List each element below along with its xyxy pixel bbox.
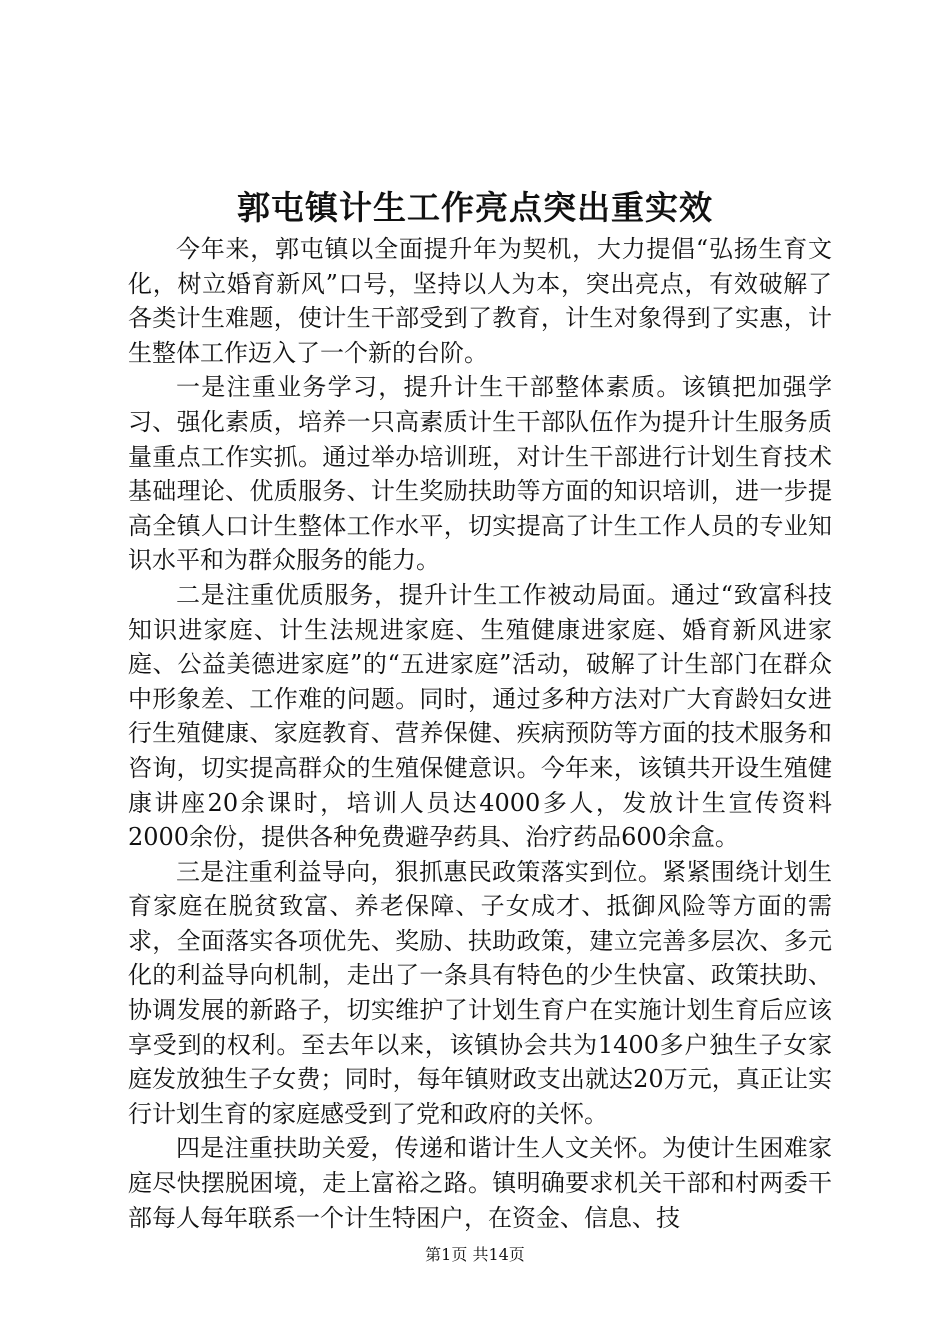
- document-body: [128, 232, 832, 1235]
- page-number-footer: 第1页 共14页: [425, 1245, 525, 1264]
- paragraph-intro: 今年来，郭屯镇以全面提升年为契机，大力提倡“弘扬生育文化，树立婚育新风”口号，坚持以人为本，突出亮点，有效破解了各类计生难题，使计生干部受到了教育，计生对象得到了实惠，计生整体工作迈入了一个新的台阶。: [128, 235, 832, 367]
- paragraph-point-2: 二是注重优质服务，提升计生工作被动局面。通过“致富科技知识进家庭、计生法规进家庭、生殖健康进家庭、婚育新风进家庭、公益美德进家庭”的“五进家庭”活动，破解了计生部门在群众中形象差、工作难的问题。同时，通过多种方法对广大育龄妇女进行生殖健康、家庭教育、营养保健、疾病预防等方面的技术服务和咨询，切实提高群众的生殖保健意识。今年来，该镇共开设生殖健康讲座20余课时，培训人员达4000多人，发放计生宣传资料2000余份，提供各种免费避孕药具、治疗药品600余盒。: [128, 580, 832, 852]
- paragraph-point-4: 四是注重扶助关爱，传递和谐计生人文关怀。为使计生困难家庭尽快摆脱困境，走上富裕之路。镇明确要求机关干部和村两委干部每人每年联系一个计生特困户，在资金、信息、技: [128, 1134, 832, 1232]
- document-title: 郭屯镇计生工作亮点突出重实效: [237, 188, 713, 227]
- paragraph-point-3: 三是注重利益导向，狠抓惠民政策落实到位。紧紧围绕计划生育家庭在脱贫致富、养老保障、子女成才、抵御风险等方面的需求，全面落实各项优先、奖励、扶助政策，建立完善多层次、多元化的利益导向机制，走出了一条具有特色的少生快富、政策扶助、协调发展的新路子，切实维护了计划生育户在实施计划生育后应该享受到的权利。至去年以来，该镇协会共为1400多户独生子女家庭发放独生子女费；同时，每年镇财政支出就达20万元，真正让实行计划生育的家庭感受到了党和政府的关怀。: [128, 857, 832, 1128]
- paragraph-point-1: 一是注重业务学习，提升计生干部整体素质。该镇把加强学习、强化素质，培养一只高素质计生干部队伍作为提升计生服务质量重点工作实抓。通过举办培训班，对计生干部进行计划生育技术基础理论、优质服务、计生奖励扶助等方面的知识培训，进一步提高全镇人口计生整体工作水平，切实提高了计生工作人员的专业知识水平和为群众服务的能力。: [128, 373, 832, 575]
